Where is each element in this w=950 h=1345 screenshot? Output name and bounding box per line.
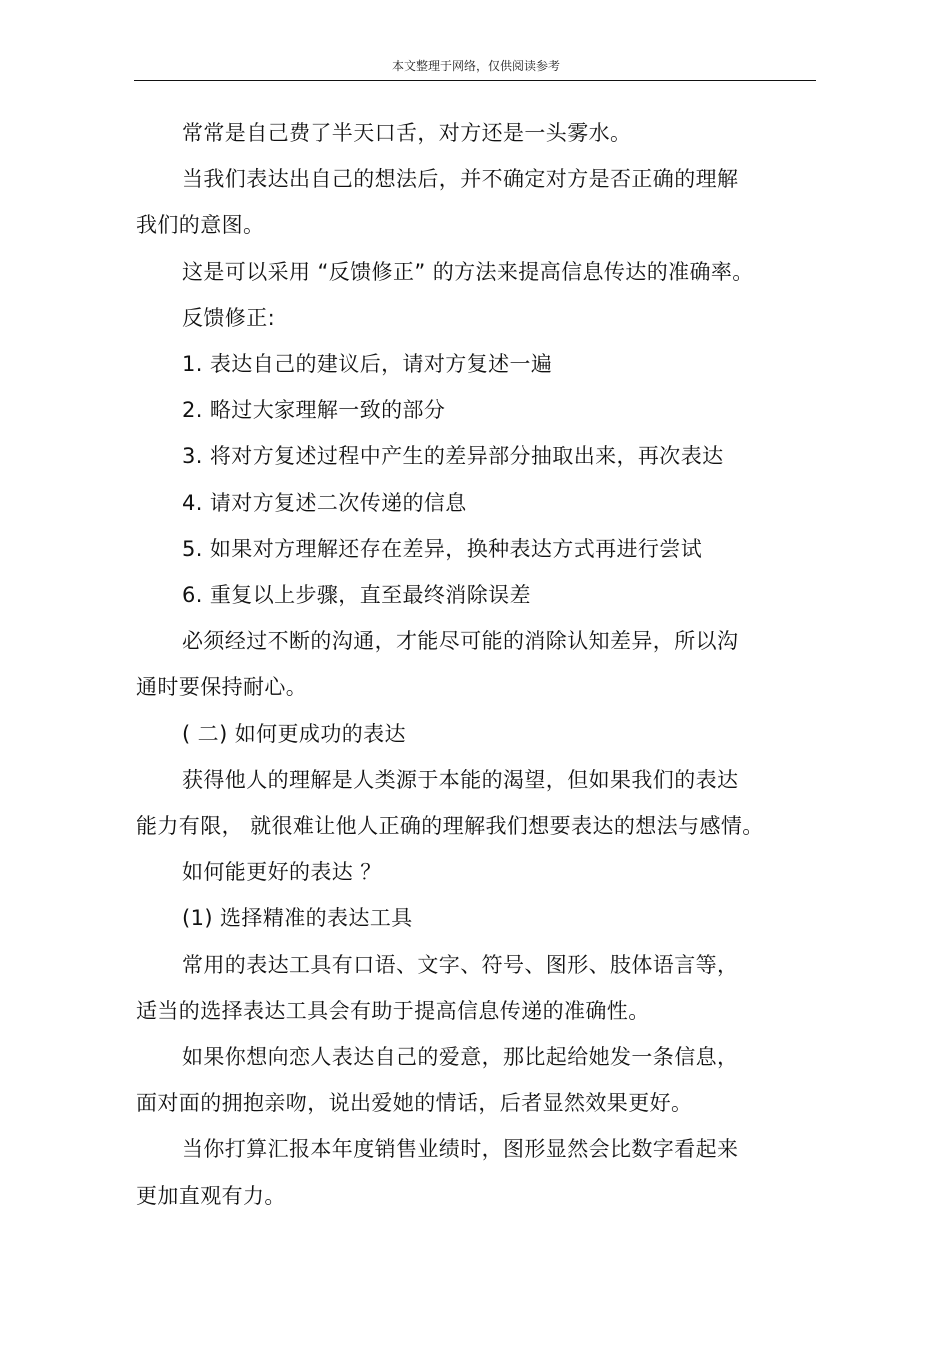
paragraph-line: 更加直观有力。: [136, 1183, 286, 1208]
paragraph-line: 如何能更好的表达 ？: [182, 860, 382, 885]
list-item: 5. 如果对方理解还存在差异，换种表达方式再进行尝试: [182, 536, 703, 561]
paragraph-line: 必须经过不断的沟通，才能尽可能的消除认知差异，所以沟: [182, 629, 739, 654]
section-heading: (1) 选择精准的表达工具: [182, 906, 413, 931]
list-item: 1. 表达自己的建议后，请对方复述一遍: [182, 352, 553, 377]
list-item: 3. 将对方复述过程中产生的差异部分抽取出来，再次表达: [182, 444, 724, 469]
paragraph-line: 我们的意图。: [136, 213, 265, 238]
paragraph-line: 常用的表达工具有口语、文字、符号、图形、肢体语言等，: [182, 952, 739, 977]
header-divider: [134, 80, 816, 81]
paragraph-line: 常常是自己费了半天口舌，对方还是一头雾水。: [182, 121, 632, 145]
paragraph-line: 通时要保持耐心。: [136, 675, 308, 700]
document-body: [136, 110, 816, 1219]
paragraph-line: 能力有限， 就很难让他人正确的理解我们想要表达的想法与感情。: [136, 814, 764, 839]
list-item: 2. 略过大家理解一致的部分: [182, 398, 446, 423]
paragraph-line: 这是可以采用 “反馈修正” 的方法来提高信息传达的准确率。: [182, 259, 754, 284]
section-heading: ( 二) 如何更成功的表达: [182, 721, 406, 746]
paragraph-line: 当你打算汇报本年度销售业绩时，图形显然会比数字看起来: [182, 1137, 739, 1162]
paragraph-line: 如果你想向恋人表达自己的爱意，那比起给她发一条信息，: [182, 1045, 739, 1070]
list-item: 4. 请对方复述二次传递的信息: [182, 490, 467, 515]
paragraph-line: 获得他人的理解是人类源于本能的渴望，但如果我们的表达: [182, 767, 739, 792]
page-header: 本文整理于网络，仅供阅读参考: [391, 59, 560, 73]
list-item: 6. 重复以上步骤，直至最终消除误差: [182, 583, 531, 608]
section-heading: 反馈修正:: [182, 305, 276, 330]
paragraph-line: 适当的选择表达工具会有助于提高信息传递的准确性。: [136, 998, 650, 1023]
paragraph-line: 面对面的拥抱亲吻，说出爱她的情话，后者显然效果更好。: [136, 1091, 693, 1116]
paragraph-line: 当我们表达出自己的想法后，并不确定对方是否正确的理解: [182, 167, 739, 192]
